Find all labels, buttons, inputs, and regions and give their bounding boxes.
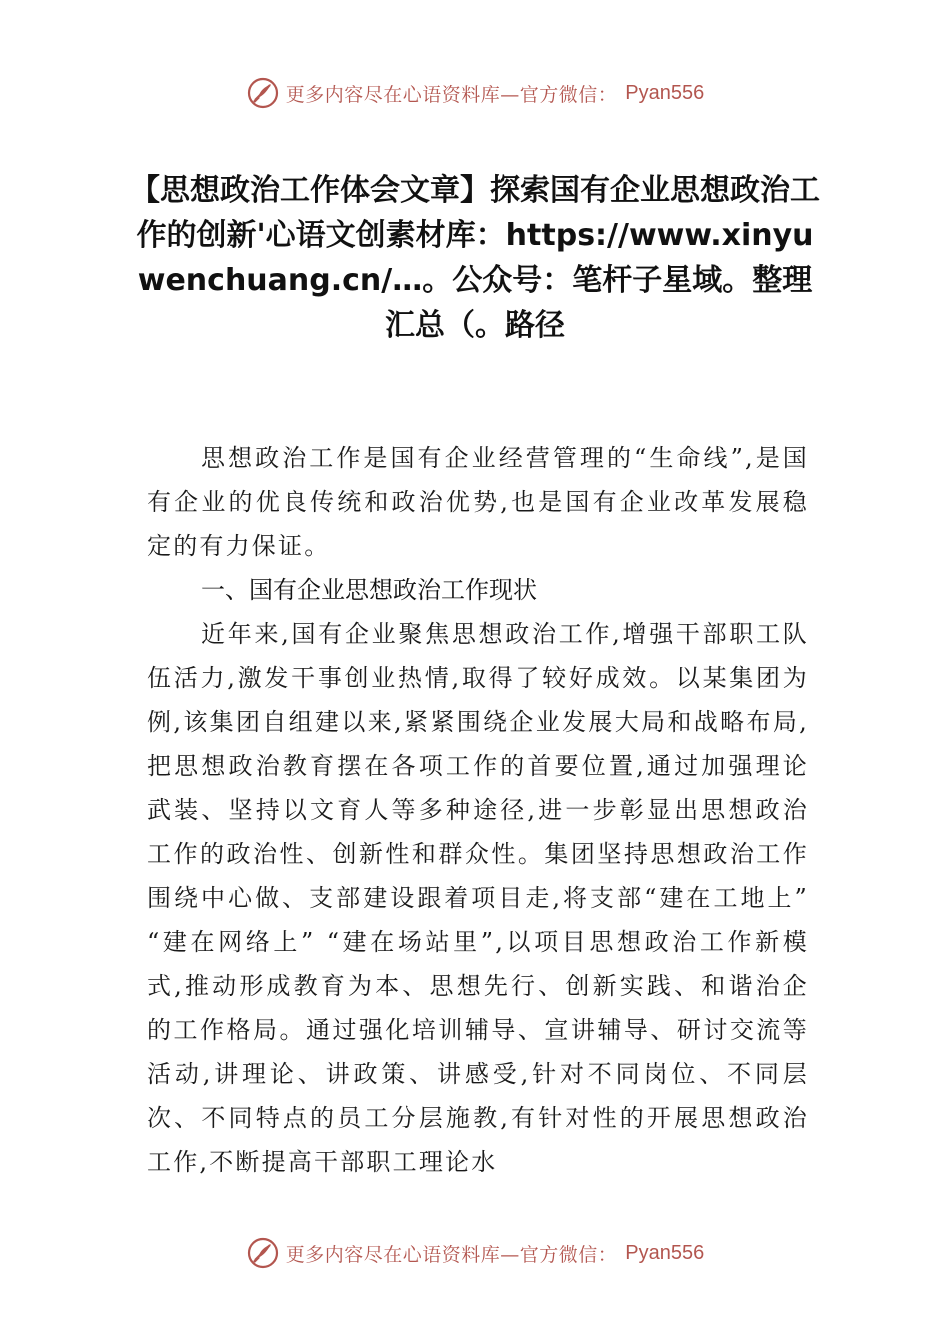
section-heading-1: 一、国有企业思想政治工作现状: [201, 576, 537, 604]
banner-wechat-id: Pyan556: [625, 1241, 705, 1264]
banner-promo-text: 更多内容尽在心语资料库—官方微信：: [285, 83, 618, 106]
banner-promo-text: 更多内容尽在心语资料库—官方微信：: [285, 1243, 618, 1266]
document-body: [147, 436, 809, 1184]
feather-seal-icon: [246, 1236, 280, 1270]
body-paragraph-2: 近年来,国有企业聚焦思想政治工作,增强干部职工队伍活力,激发干事创业热情,取得了较好成效。以某集团为例,该集团自组建以来,紧紧围绕企业发展大局和战略布局,把思想政治教育摆在各项工作的首要位置,通过加强理论武装、坚持以文育人等多种途径,进一步彰显出思想政治工作的政治性、创新性和群众性。集团坚持思想政治工作围绕中心做、支部建设跟着项目走,将支部“建在工地上” “建在网络上” “建在场站里”,以项目思想政治工作新模式,推动形成教育为本、思想先行、创新实践、和谐治企的工作格局。通过强化培训辅导、宣讲辅导、研讨交流等活动,讲理论、讲政策、讲感受,针对不同岗位、不同层次、不同特点的员工分层施教,有针对性的开展思想政治工作,不断提高干部职工理论水: [147, 620, 809, 1176]
body-paragraph-1: 思想政治工作是国有企业经营管理的“生命线”,是国有企业的优良传统和政治优势,也是国有企业改革发展稳定的有力保证。: [147, 444, 809, 560]
banner-wechat-id: Pyan556: [625, 81, 705, 104]
header-banner: [0, 73, 950, 113]
document-title: 【思想政治工作体会文章】探索国有企业思想政治工作的创新'心语文创素材库：https://www.xinyuwenchuang.cn/…。公众号：笔杆子星域。整理汇总（。路径: [130, 173, 820, 343]
feather-seal-icon: [246, 76, 280, 110]
footer-banner: [0, 1233, 950, 1273]
